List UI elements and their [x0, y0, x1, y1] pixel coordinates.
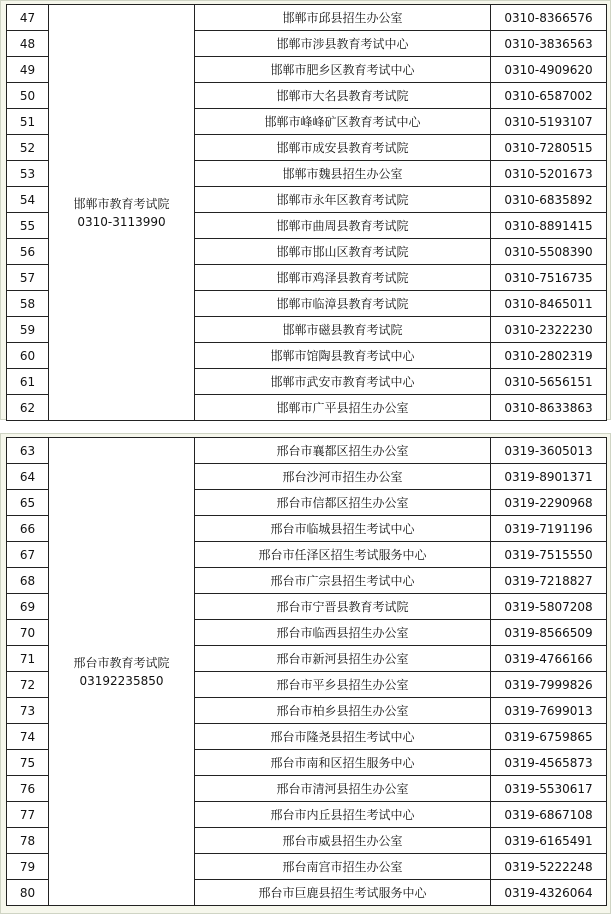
row-number: 51	[7, 109, 49, 135]
county-office-phone: 0310-5193107	[491, 109, 607, 135]
row-number: 79	[7, 854, 49, 880]
row-number: 69	[7, 594, 49, 620]
table-row	[7, 5, 607, 31]
county-office-name: 邢台市平乡县招生办公室	[195, 672, 491, 698]
county-office-name: 邯郸市永年区教育考试院	[195, 187, 491, 213]
row-number: 61	[7, 369, 49, 395]
county-office-name: 邯郸市肥乡区教育考试中心	[195, 57, 491, 83]
county-office-phone: 0310-8465011	[491, 291, 607, 317]
county-office-name: 邢台南宫市招生办公室	[195, 854, 491, 880]
county-office-phone: 0310-7516735	[491, 265, 607, 291]
county-office-phone: 0310-2802319	[491, 343, 607, 369]
city-exam-authority	[49, 438, 195, 906]
county-office-phone: 0319-6867108	[491, 802, 607, 828]
county-office-phone: 0310-5508390	[491, 239, 607, 265]
row-number: 77	[7, 802, 49, 828]
county-office-name: 邯郸市邱县招生办公室	[195, 5, 491, 31]
county-office-name: 邢台市柏乡县招生办公室	[195, 698, 491, 724]
county-office-name: 邢台市南和区招生服务中心	[195, 750, 491, 776]
xingtai-table-block	[0, 433, 611, 914]
row-number: 73	[7, 698, 49, 724]
county-office-phone: 0319-5807208	[491, 594, 607, 620]
row-number: 62	[7, 395, 49, 421]
county-office-name: 邢台市宁晋县教育考试院	[195, 594, 491, 620]
county-office-phone: 0319-3605013	[491, 438, 607, 464]
handan-table-body	[7, 5, 607, 421]
county-office-phone: 0310-8633863	[491, 395, 607, 421]
row-number: 52	[7, 135, 49, 161]
county-office-phone: 0319-4766166	[491, 646, 607, 672]
county-office-phone: 0310-7280515	[491, 135, 607, 161]
authority-phone: 03192235850	[79, 673, 164, 688]
row-number: 50	[7, 83, 49, 109]
row-number: 56	[7, 239, 49, 265]
county-office-phone: 0319-4565873	[491, 750, 607, 776]
row-number: 65	[7, 490, 49, 516]
county-office-phone: 0310-8366576	[491, 5, 607, 31]
row-number: 67	[7, 542, 49, 568]
county-office-phone: 0310-6587002	[491, 83, 607, 109]
handan-table-block	[0, 0, 611, 420]
county-office-phone: 0310-5201673	[491, 161, 607, 187]
county-office-phone: 0310-8891415	[491, 213, 607, 239]
county-office-phone: 0310-4909620	[491, 57, 607, 83]
county-office-name: 邯郸市武安市教育考试中心	[195, 369, 491, 395]
county-office-name: 邢台市威县招生办公室	[195, 828, 491, 854]
row-number: 54	[7, 187, 49, 213]
county-office-phone: 0319-7218827	[491, 568, 607, 594]
row-number: 47	[7, 5, 49, 31]
county-office-name: 邢台市任泽区招生考试服务中心	[195, 542, 491, 568]
row-number: 60	[7, 343, 49, 369]
county-office-phone: 0319-4326064	[491, 880, 607, 906]
row-number: 59	[7, 317, 49, 343]
row-number: 71	[7, 646, 49, 672]
county-office-phone: 0310-5656151	[491, 369, 607, 395]
county-office-name: 邯郸市馆陶县教育考试中心	[195, 343, 491, 369]
county-office-name: 邯郸市广平县招生办公室	[195, 395, 491, 421]
county-office-phone: 0319-5530617	[491, 776, 607, 802]
county-office-phone: 0319-7515550	[491, 542, 607, 568]
row-number: 63	[7, 438, 49, 464]
row-number: 78	[7, 828, 49, 854]
row-number: 58	[7, 291, 49, 317]
row-number: 66	[7, 516, 49, 542]
county-office-phone: 0319-7699013	[491, 698, 607, 724]
county-office-name: 邯郸市曲周县教育考试院	[195, 213, 491, 239]
county-office-name: 邯郸市大名县教育考试院	[195, 83, 491, 109]
county-office-name: 邢台市信都区招生办公室	[195, 490, 491, 516]
row-number: 75	[7, 750, 49, 776]
table-row	[7, 438, 607, 464]
authority-name: 邯郸市教育考试院	[73, 196, 170, 211]
county-office-name: 邢台市巨鹿县招生考试服务中心	[195, 880, 491, 906]
county-office-name: 邯郸市鸡泽县教育考试院	[195, 265, 491, 291]
row-number: 74	[7, 724, 49, 750]
row-number: 80	[7, 880, 49, 906]
xingtai-table-body	[7, 438, 607, 906]
county-office-phone: 0319-6759865	[491, 724, 607, 750]
county-office-name: 邯郸市成安县教育考试院	[195, 135, 491, 161]
county-office-name: 邯郸市涉县教育考试中心	[195, 31, 491, 57]
county-office-name: 邢台市广宗县招生考试中心	[195, 568, 491, 594]
row-number: 72	[7, 672, 49, 698]
county-office-name: 邢台市隆尧县招生考试中心	[195, 724, 491, 750]
county-office-phone: 0319-8566509	[491, 620, 607, 646]
county-office-phone: 0319-7191196	[491, 516, 607, 542]
county-office-phone: 0310-3836563	[491, 31, 607, 57]
county-office-name: 邯郸市邯山区教育考试院	[195, 239, 491, 265]
county-office-phone: 0319-8901371	[491, 464, 607, 490]
city-exam-authority	[49, 5, 195, 421]
county-office-name: 邢台市清河县招生办公室	[195, 776, 491, 802]
row-number: 48	[7, 31, 49, 57]
authority-name: 邢台市教育考试院	[73, 655, 170, 670]
county-office-name: 邢台市襄都区招生办公室	[195, 438, 491, 464]
county-office-name: 邢台沙河市招生办公室	[195, 464, 491, 490]
handan-contact-table	[6, 4, 607, 421]
row-number: 49	[7, 57, 49, 83]
row-number: 57	[7, 265, 49, 291]
row-number: 53	[7, 161, 49, 187]
county-office-phone: 0319-6165491	[491, 828, 607, 854]
row-number: 55	[7, 213, 49, 239]
county-office-name: 邯郸市临漳县教育考试院	[195, 291, 491, 317]
row-number: 64	[7, 464, 49, 490]
county-office-phone: 0319-5222248	[491, 854, 607, 880]
county-office-phone: 0319-2290968	[491, 490, 607, 516]
county-office-name: 邢台市临城县招生考试中心	[195, 516, 491, 542]
county-office-name: 邢台市临西县招生办公室	[195, 620, 491, 646]
county-office-name: 邢台市内丘县招生考试中心	[195, 802, 491, 828]
authority-phone: 0310-3113990	[77, 214, 166, 229]
county-office-name: 邯郸市魏县招生办公室	[195, 161, 491, 187]
xingtai-contact-table	[6, 437, 607, 906]
row-number: 70	[7, 620, 49, 646]
county-office-name: 邯郸市磁县教育考试院	[195, 317, 491, 343]
row-number: 68	[7, 568, 49, 594]
county-office-name: 邯郸市峰峰矿区教育考试中心	[195, 109, 491, 135]
row-number: 76	[7, 776, 49, 802]
county-office-phone: 0310-2322230	[491, 317, 607, 343]
county-office-name: 邢台市新河县招生办公室	[195, 646, 491, 672]
county-office-phone: 0319-7999826	[491, 672, 607, 698]
county-office-phone: 0310-6835892	[491, 187, 607, 213]
